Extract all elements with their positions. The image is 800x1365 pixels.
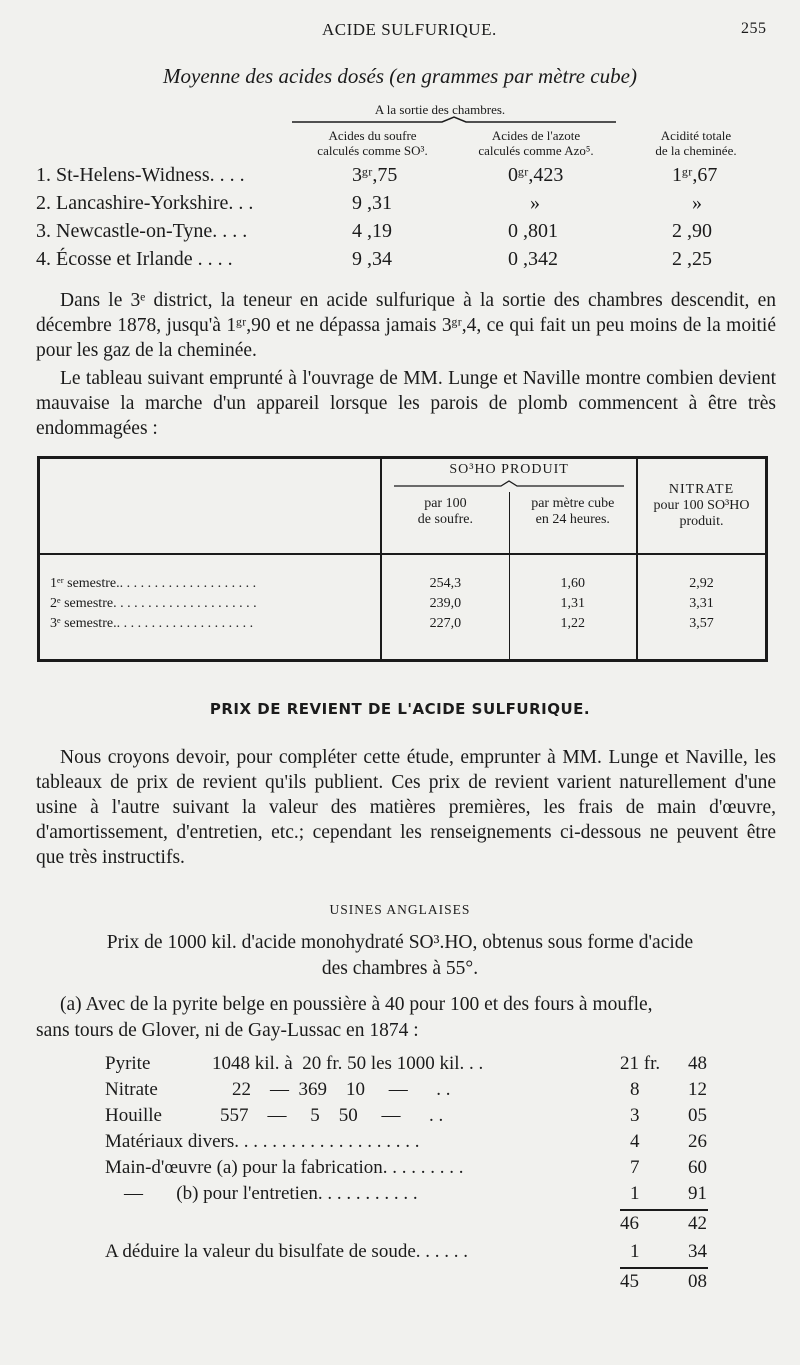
avg-row-a: 9 ,31	[352, 192, 392, 214]
cost-detail: 22 — 369 10 — . .	[232, 1079, 451, 1100]
section-title: Moyenne des acides dosés (en grammes par mètre cube)	[163, 64, 637, 88]
row-label: 1ᵉʳ semestre.. . . . . . . . . . . . . . . . . . . .	[39, 574, 382, 594]
avg-row-b: 0 ,342	[508, 248, 558, 270]
row-label: 3ᵉ semestre.. . . . . . . . . . . . . . . . . . . .	[39, 614, 382, 634]
avg-col3-header: Acidité totale de la cheminée.	[655, 128, 737, 158]
table-row	[39, 594, 767, 614]
deduct-francs: 1	[630, 1241, 640, 1262]
sum-rule	[620, 1267, 708, 1269]
sub-header-per-m3: par mètre cube en 24 heures.	[509, 492, 637, 554]
row-value-nitrate: 3,31	[637, 594, 767, 614]
avg-col1-header: Acides du soufre calculés comme SO³.	[317, 128, 428, 158]
table-row	[39, 574, 767, 594]
avg-row-label: 4. Écosse et Irlande . . . .	[36, 248, 233, 270]
paragraph-lunge-intro: Le tableau suivant emprunté à l'ouvrage de MM. Lunge et Naville montre combien devient mauvaise la marche d'un appareil lorsque les parois de plomb commencent à être très endommagées :	[36, 368, 776, 439]
sum-rule	[620, 1209, 708, 1211]
subtotal-francs: 46	[620, 1213, 639, 1234]
avg-row-label: 1. St-Helens-Widness. . . .	[36, 164, 245, 186]
cost-cents: 05	[688, 1105, 707, 1126]
row-value-per-100: 254,3	[381, 574, 509, 594]
cost-francs: 7	[630, 1157, 640, 1178]
avg-row-c: 1ᵍʳ,67	[672, 164, 718, 186]
paragraph-district: Dans le 3ᵉ district, la teneur en acide sulfurique à la sortie des chambres descendit, en décembre 1878, jusqu'à 1ᵍʳ,90 et ne dépassa jamais 3ᵍʳ,4, ce qui fait un peu moins de la moitié pour les gaz de la cheminée.	[36, 290, 776, 361]
row-value-per-m3: 1,60	[560, 575, 586, 591]
row-value-per-100: 239,0	[381, 594, 509, 614]
avg-row-a: 4 ,19	[352, 220, 392, 242]
page-number: 255	[741, 20, 767, 37]
row-value-per-m3: 1,31	[560, 595, 586, 611]
cost-cents: 12	[688, 1079, 707, 1100]
table-row	[39, 614, 767, 634]
cost-label: Matériaux divers. . . . . . . . . . . . . . . . . . . .	[105, 1131, 420, 1152]
brace-rule	[292, 116, 616, 128]
row-value-per-100: 227,0	[381, 614, 509, 634]
usines-title: USINES ANGLAISES	[329, 902, 471, 917]
cost-cents: 60	[688, 1157, 707, 1178]
sub-header-per-100: par 100 de soufre.	[381, 492, 509, 554]
running-header: ACIDE SULFURIQUE.	[322, 20, 497, 39]
avg-row-a: 9 ,34	[352, 248, 392, 270]
cost-detail: 1048 kil. à 20 fr. 50 les 1000 kil. . .	[212, 1053, 484, 1074]
row-value-nitrate: 2,92	[637, 574, 767, 594]
cost-cents: 91	[688, 1183, 707, 1204]
brace-rule	[394, 480, 624, 488]
deduct-cents: 34	[688, 1241, 707, 1262]
avg-row-a: 3ᵍʳ,75	[352, 164, 398, 186]
cost-label: Pyrite	[105, 1053, 151, 1074]
cost-label: — (b) pour l'entretien. . . . . . . . . . .	[105, 1183, 418, 1204]
deduct-label: A déduire la valeur du bisulfate de soude. . . . . .	[105, 1241, 469, 1262]
row-label: 2ᵉ semestre. . . . . . . . . . . . . . . . . . . . .	[39, 594, 382, 614]
prix-section-title: PRIX DE REVIENT DE L'ACIDE SULFURIQUE.	[209, 700, 591, 718]
cost-label: Main-d'œuvre (a) pour la fabrication. . . . . . . . .	[105, 1157, 464, 1178]
avg-row-b: 0ᵍʳ,423	[508, 164, 564, 186]
cost-detail: 557 — 5 50 — . .	[220, 1105, 444, 1126]
cost-francs: 1	[630, 1183, 640, 1204]
avg-row-b: 0 ,801	[508, 220, 558, 242]
lunge-group-header: SO³HO PRODUIT	[381, 458, 637, 492]
lunge-table	[37, 456, 768, 662]
case-a-line-1: (a) Avec de la pyrite belge en poussière à 40 pour 100 et des fours à moufle,	[60, 994, 653, 1015]
avg-row-c: 2 ,90	[672, 220, 712, 242]
total-cents: 08	[688, 1271, 707, 1292]
cost-cents: 26	[688, 1131, 707, 1152]
cost-label: Houille	[105, 1105, 162, 1126]
cost-label: Nitrate	[105, 1079, 158, 1100]
avg-row-label: 3. Newcastle-on-Tyne. . . .	[36, 220, 248, 242]
cost-francs: 8	[630, 1079, 640, 1100]
cost-cents: 48	[688, 1053, 707, 1074]
avg-row-b: »	[530, 192, 540, 214]
cost-francs: 4	[630, 1131, 640, 1152]
nitrate-header: NITRATE pour 100 SO³HO produit.	[637, 458, 767, 554]
avg-row-c: 2 ,25	[672, 248, 712, 270]
avg-row-c: »	[692, 192, 702, 214]
paragraph-prix: Nous croyons devoir, pour compléter cette étude, emprunter à MM. Lunge et Naville, les tableaux de prix de revient qu'ils publient. Ces prix de revient varient naturellement d'une usine à l'autre suivant la valeur des matières premières, les frais de main d'œuvre, d'amortissement, d'entretien, etc.; cependant les renseignements ci-dessous ne peuvent être que très instructifs.	[36, 747, 776, 868]
avg-col2-header: Acides de l'azote calculés comme Azo⁵.	[478, 128, 594, 158]
total-francs: 45	[620, 1271, 639, 1292]
cost-francs: 3	[630, 1105, 640, 1126]
prix-line-2: des chambres à 55°.	[321, 958, 479, 979]
prix-line-1: Prix de 1000 kil. d'acide monohydraté SO³.HO, obtenus sous forme d'acide	[106, 932, 694, 953]
avg-row-label: 2. Lancashire-Yorkshire. . .	[36, 192, 254, 214]
row-value-per-m3: 1,22	[560, 615, 586, 631]
subtotal-cents: 42	[688, 1213, 707, 1234]
cost-francs: 21 fr.	[620, 1053, 661, 1074]
case-a-line-2: sans tours de Glover, ni de Gay-Lussac en 1874 :	[36, 1020, 419, 1041]
row-value-nitrate: 3,57	[637, 614, 767, 634]
avg-group-header: A la sortie des chambres.	[374, 102, 506, 117]
